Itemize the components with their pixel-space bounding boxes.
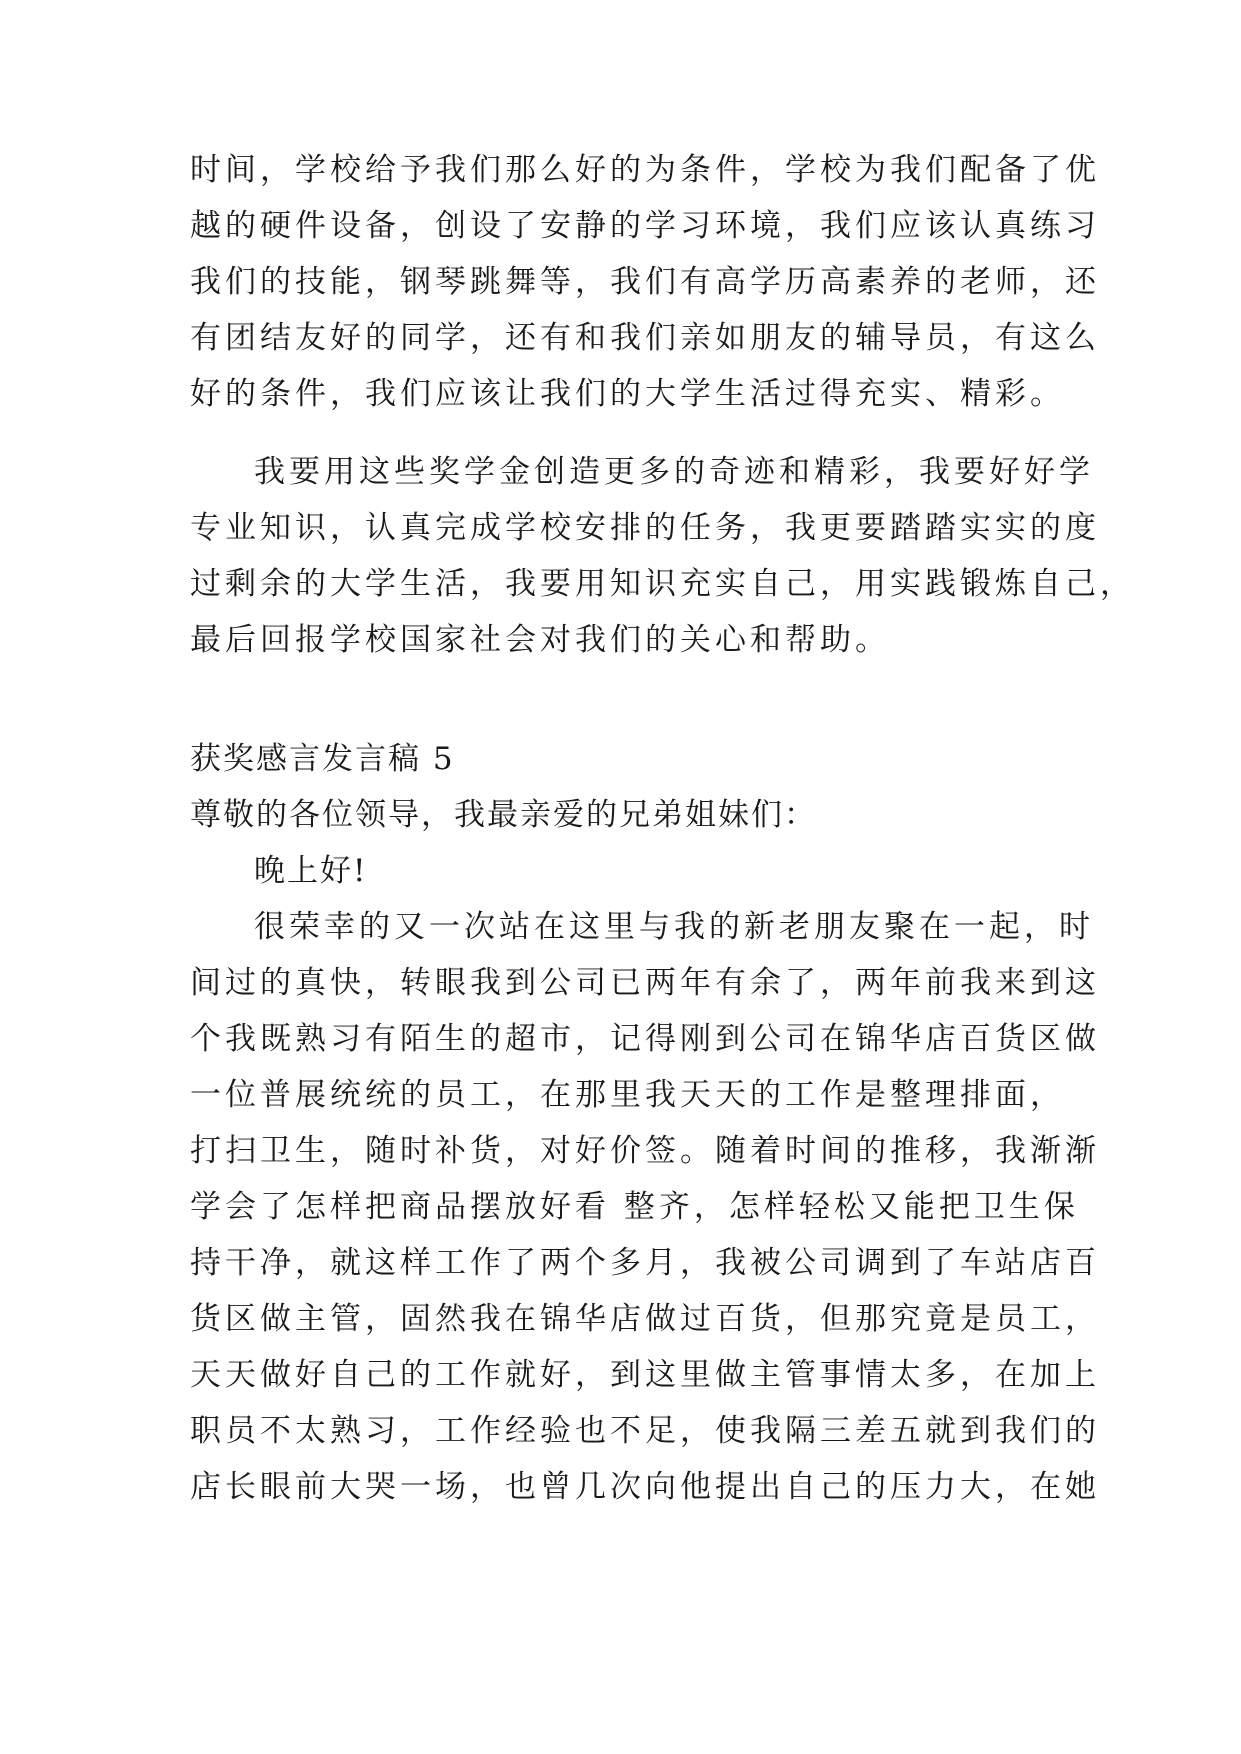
paragraph-line: 天天做好自己的工作就好，到这里做主管事情太多，在加上: [190, 1357, 1100, 1393]
paragraph-line: 我要用这些奖学金创造更多的奇迹和精彩，我要好好学: [254, 454, 1094, 490]
section-title: 获奖感言发言稿 5: [190, 741, 455, 777]
paragraph-line: 时间，学校给予我们那么好的为条件，学校为我们配备了优: [190, 152, 1100, 188]
paragraph-line: 持干净，就这样工作了两个多月，我被公司调到了车站店百: [190, 1245, 1100, 1281]
paragraph-line: 专业知识，认真完成学校安排的任务，我更要踏踏实实的度: [190, 510, 1100, 546]
paragraph-line: 越的硬件设备，创设了安静的学习环境，我们应该认真练习: [190, 208, 1100, 244]
paragraph-line: 个我既熟习有陌生的超市，记得刚到公司在锦华店百货区做: [190, 1021, 1100, 1057]
paragraph-line: 我们的技能，钢琴跳舞等，我们有高学历高素养的老师，还: [190, 264, 1100, 300]
paragraph-line: 一位普展统统的员工，在那里我天天的工作是整理排面，: [190, 1077, 1065, 1113]
paragraph-line: 过剩余的大学生活，我要用知识充实自己，用实践锻炼自己，: [190, 566, 1135, 602]
paragraph-line: 很荣幸的又一次站在这里与我的新老朋友聚在一起，时: [254, 909, 1094, 945]
greeting: 晚上好!: [254, 853, 368, 889]
paragraph-line: 最后回报学校国家社会对我们的关心和帮助。: [190, 622, 890, 658]
salutation: 尊敬的各位领导，我最亲爱的兄弟姐妹们：: [190, 797, 817, 833]
paragraph-line: 职员不太熟习，工作经验也不足，使我隔三差五就到我们的: [190, 1413, 1100, 1449]
paragraph-line: 学会了怎样把商品摆放好看 整齐，怎样轻松又能把卫生保: [190, 1189, 1079, 1225]
paragraph-line: 间过的真快，转眼我到公司已两年有余了，两年前我来到这: [190, 965, 1100, 1001]
paragraph-line: 打扫卫生，随时补货，对好价签。随着时间的推移，我渐渐: [190, 1133, 1100, 1169]
paragraph-line: 有团结友好的同学，还有和我们亲如朋友的辅导员，有这么: [190, 320, 1100, 356]
paragraph-line: 货区做主管，固然我在锦华店做过百货，但那究竟是员工，: [190, 1301, 1100, 1337]
paragraph-line: 店长眼前大哭一场，也曾几次向他提出自己的压力大，在她: [190, 1469, 1100, 1505]
paragraph-line: 好的条件，我们应该让我们的大学生活过得充实、精彩。: [190, 376, 1065, 412]
